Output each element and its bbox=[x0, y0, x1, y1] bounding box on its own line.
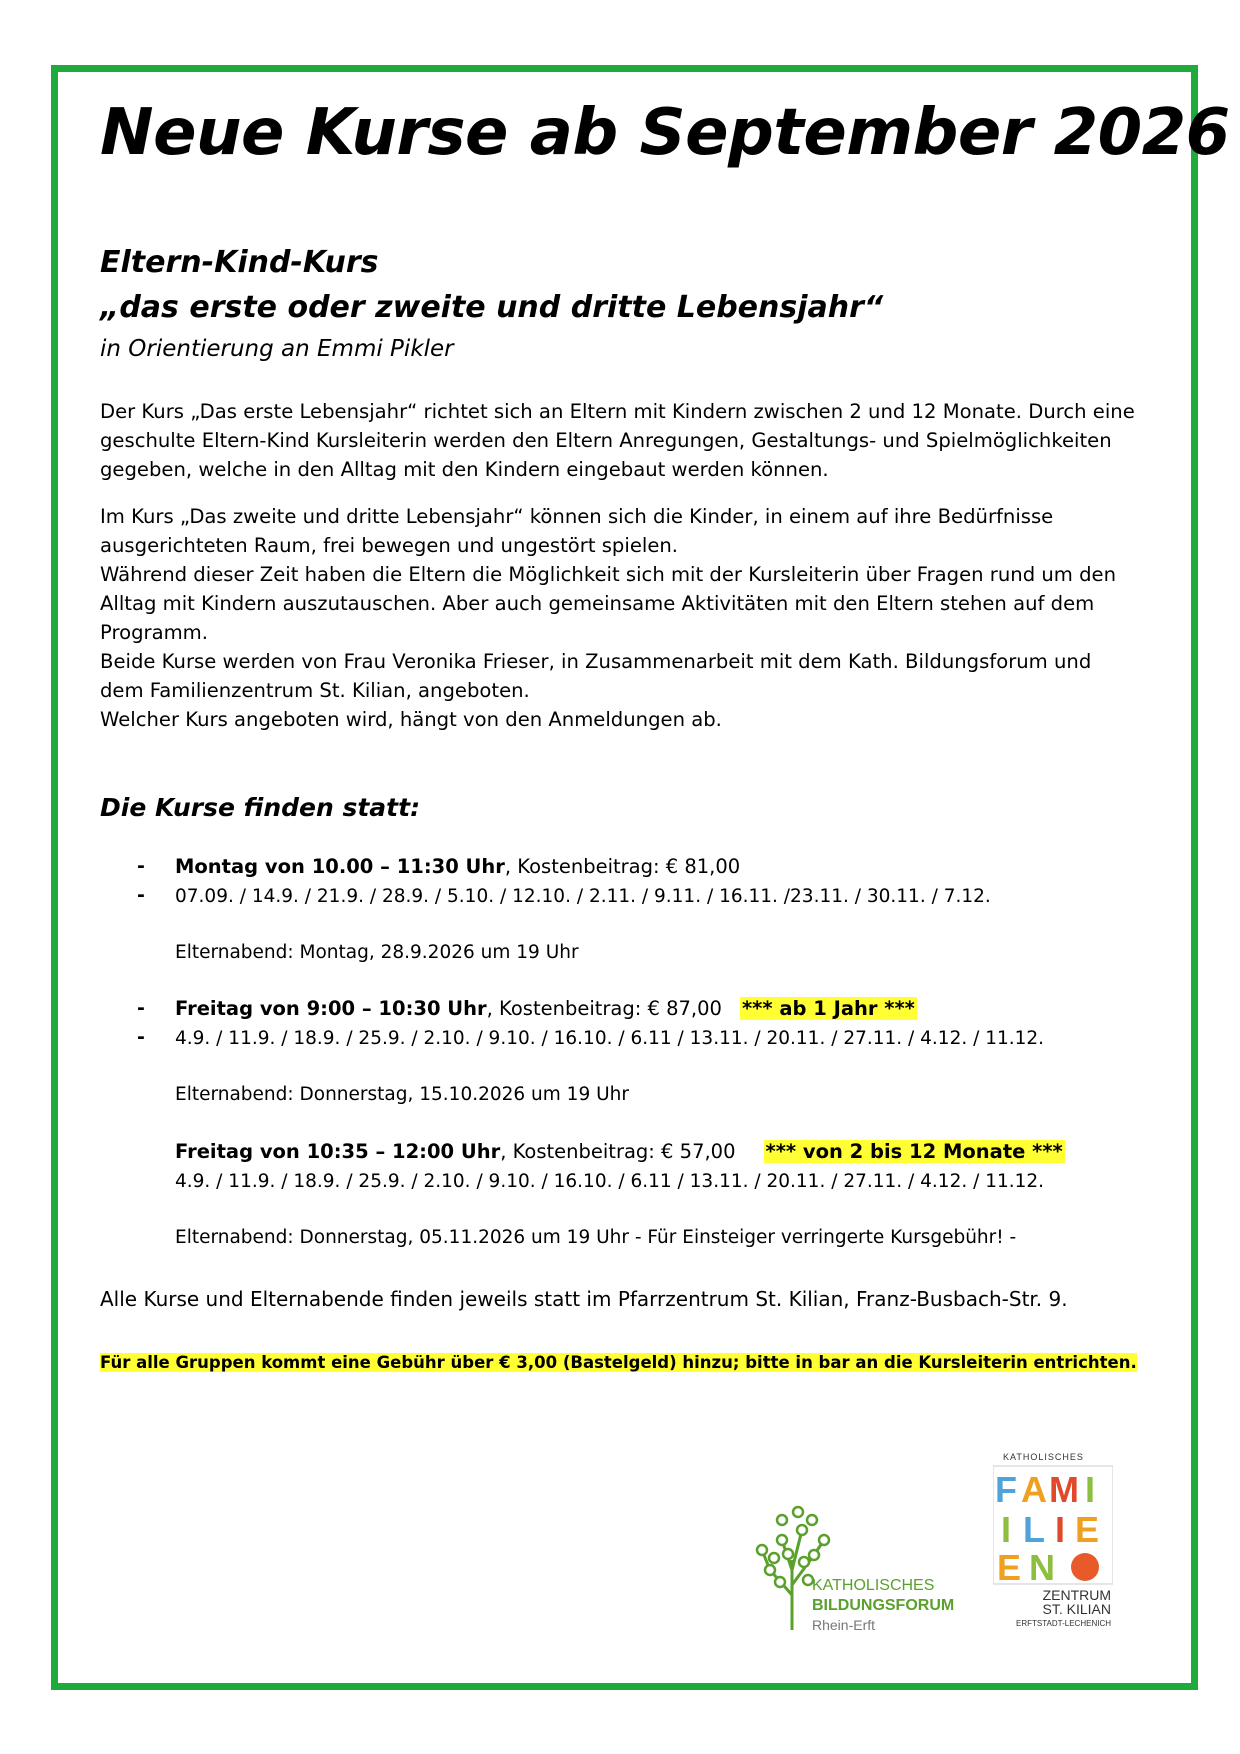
course-row bbox=[175, 997, 917, 1020]
familienzentrum-logo bbox=[993, 1450, 1113, 1630]
list-dash: - bbox=[137, 997, 145, 1019]
fee-note: Für alle Gruppen kommt eine Gebühr über € 3,00 (Bastelgeld) hinzu; bitte in bar an die Kursleiterin entrichten. bbox=[100, 1353, 1137, 1372]
tree-icon bbox=[752, 1500, 982, 1640]
course-row bbox=[175, 855, 740, 878]
course-name: Eltern-Kind-Kurs bbox=[100, 245, 379, 280]
logo-text: BILDUNGSFORUM bbox=[812, 1597, 955, 1614]
course-dates: 07.09. / 14.9. / 21.9. / 28.9. / 5.10. / 12.10. / 2.11. / 9.11. / 16.11. /23.11. / 30.11. / 7.12. bbox=[175, 886, 991, 907]
description-line: Welcher Kurs angeboten wird, hängt von den Anmeldungen ab. bbox=[100, 708, 722, 731]
course-row bbox=[175, 1140, 1065, 1163]
logo-text: ERFTSTADT-LECHENICH bbox=[1016, 1619, 1111, 1628]
course-time: Freitag von 10:35 – 12:00 Uhr bbox=[175, 1140, 501, 1163]
course-dates: 4.9. / 11.9. / 18.9. / 25.9. / 2.10. / 9.10. / 16.10. / 6.11 / 13.11. / 20.11. / 27.11. / 4.12. / 11.12. bbox=[175, 1028, 1045, 1049]
familienzentrum-mark bbox=[993, 1450, 1113, 1630]
logo-text: ZENTRUM bbox=[1042, 1587, 1111, 1603]
course-cost: , Kostenbeitrag: € 87,00 bbox=[486, 997, 722, 1020]
description-line: Während dieser Zeit haben die Eltern die Möglichkeit sich mit der Kursleiterin über Fragen rund um den Alltag mit Kindern auszutauschen. Aber auch gemeinsame Aktivitäten mit den Eltern stehen auf dem Programm. bbox=[100, 563, 1117, 644]
schedule-heading: Die Kurse finden statt: bbox=[100, 793, 421, 822]
parent-evening: Elternabend: Donnerstag, 15.10.2026 um 19 Uhr bbox=[175, 1084, 629, 1105]
logo-text: KATHOLISCHES bbox=[1003, 1452, 1084, 1462]
location-note: Alle Kurse und Elternabende finden jeweils statt im Pfarrzentrum St. Kilian, Franz-Busbach-Str. 9. bbox=[100, 1287, 1068, 1311]
logo-text: KATHOLISCHES bbox=[812, 1577, 935, 1594]
description-paragraph-2 bbox=[100, 502, 1140, 734]
svg-text:A: A bbox=[1021, 1469, 1047, 1510]
svg-text:I: I bbox=[1001, 1509, 1012, 1550]
svg-text:I: I bbox=[1055, 1509, 1066, 1550]
course-cost: , Kostenbeitrag: € 81,00 bbox=[504, 855, 741, 878]
list-dash: - bbox=[137, 884, 145, 906]
course-dates: 4.9. / 11.9. / 18.9. / 25.9. / 2.10. / 9.10. / 16.10. / 6.11 / 13.11. / 20.11. / 27.11. / 4.12. / 11.12. bbox=[175, 1171, 1045, 1192]
svg-text:L: L bbox=[1023, 1509, 1045, 1550]
logo-text: Rhein-Erft bbox=[812, 1617, 876, 1633]
svg-text:N: N bbox=[1029, 1547, 1055, 1588]
description-line: Im Kurs „Das zweite und dritte Lebensjahr“ können sich die Kinder, in einem auf ihre Bedürfnisse ausgerichteten Raum, frei bewegen und ungestört spielen. bbox=[100, 505, 1054, 557]
bildungsforum-logo bbox=[752, 1500, 982, 1640]
svg-text:I: I bbox=[1085, 1469, 1096, 1510]
svg-text:M: M bbox=[1049, 1469, 1079, 1510]
page-title: Neue Kurse ab September 2026 bbox=[100, 96, 1230, 170]
course-cost: , Kostenbeitrag: € 57,00 bbox=[500, 1140, 736, 1163]
course-time: Freitag von 9:00 – 10:30 Uhr bbox=[175, 997, 487, 1020]
course-time: Montag von 10.00 – 11:30 Uhr bbox=[175, 855, 505, 878]
course-orientation: in Orientierung an Emmi Pikler bbox=[100, 336, 454, 362]
svg-text:F: F bbox=[995, 1469, 1017, 1510]
list-dash: - bbox=[137, 855, 145, 877]
logo-text: ST. KILIAN bbox=[1042, 1601, 1111, 1617]
svg-text:E: E bbox=[1075, 1509, 1100, 1550]
svg-text:E: E bbox=[997, 1547, 1022, 1588]
age-badge: *** ab 1 Jahr *** bbox=[741, 997, 915, 1020]
age-badge: *** von 2 bis 12 Monate *** bbox=[765, 1140, 1063, 1163]
parent-evening: Elternabend: Donnerstag, 05.11.2026 um 19 Uhr - Für Einsteiger verringerte Kursgebühr! - bbox=[175, 1227, 1017, 1248]
list-dash: - bbox=[137, 1026, 145, 1048]
course-subtitle: „das erste oder zweite und dritte Lebensjahr“ bbox=[100, 290, 884, 325]
description-paragraph-1: Der Kurs „Das erste Lebensjahr“ richtet sich an Eltern mit Kindern zwischen 2 und 12 Monate. Durch eine geschulte Eltern-Kind Kursleiterin werden den Eltern Anregungen, Gestaltungs- und Spielmöglichkeiten gegeben, welche in den Alltag mit den Kindern eingebaut werden können. bbox=[100, 400, 1135, 481]
parent-evening: Elternabend: Montag, 28.9.2026 um 19 Uhr bbox=[175, 942, 579, 963]
description-line: Beide Kurse werden von Frau Veronika Frieser, in Zusammenarbeit mit dem Kath. Bildungsforum und dem Familienzentrum St. Kilian, angeboten. bbox=[100, 650, 1092, 702]
